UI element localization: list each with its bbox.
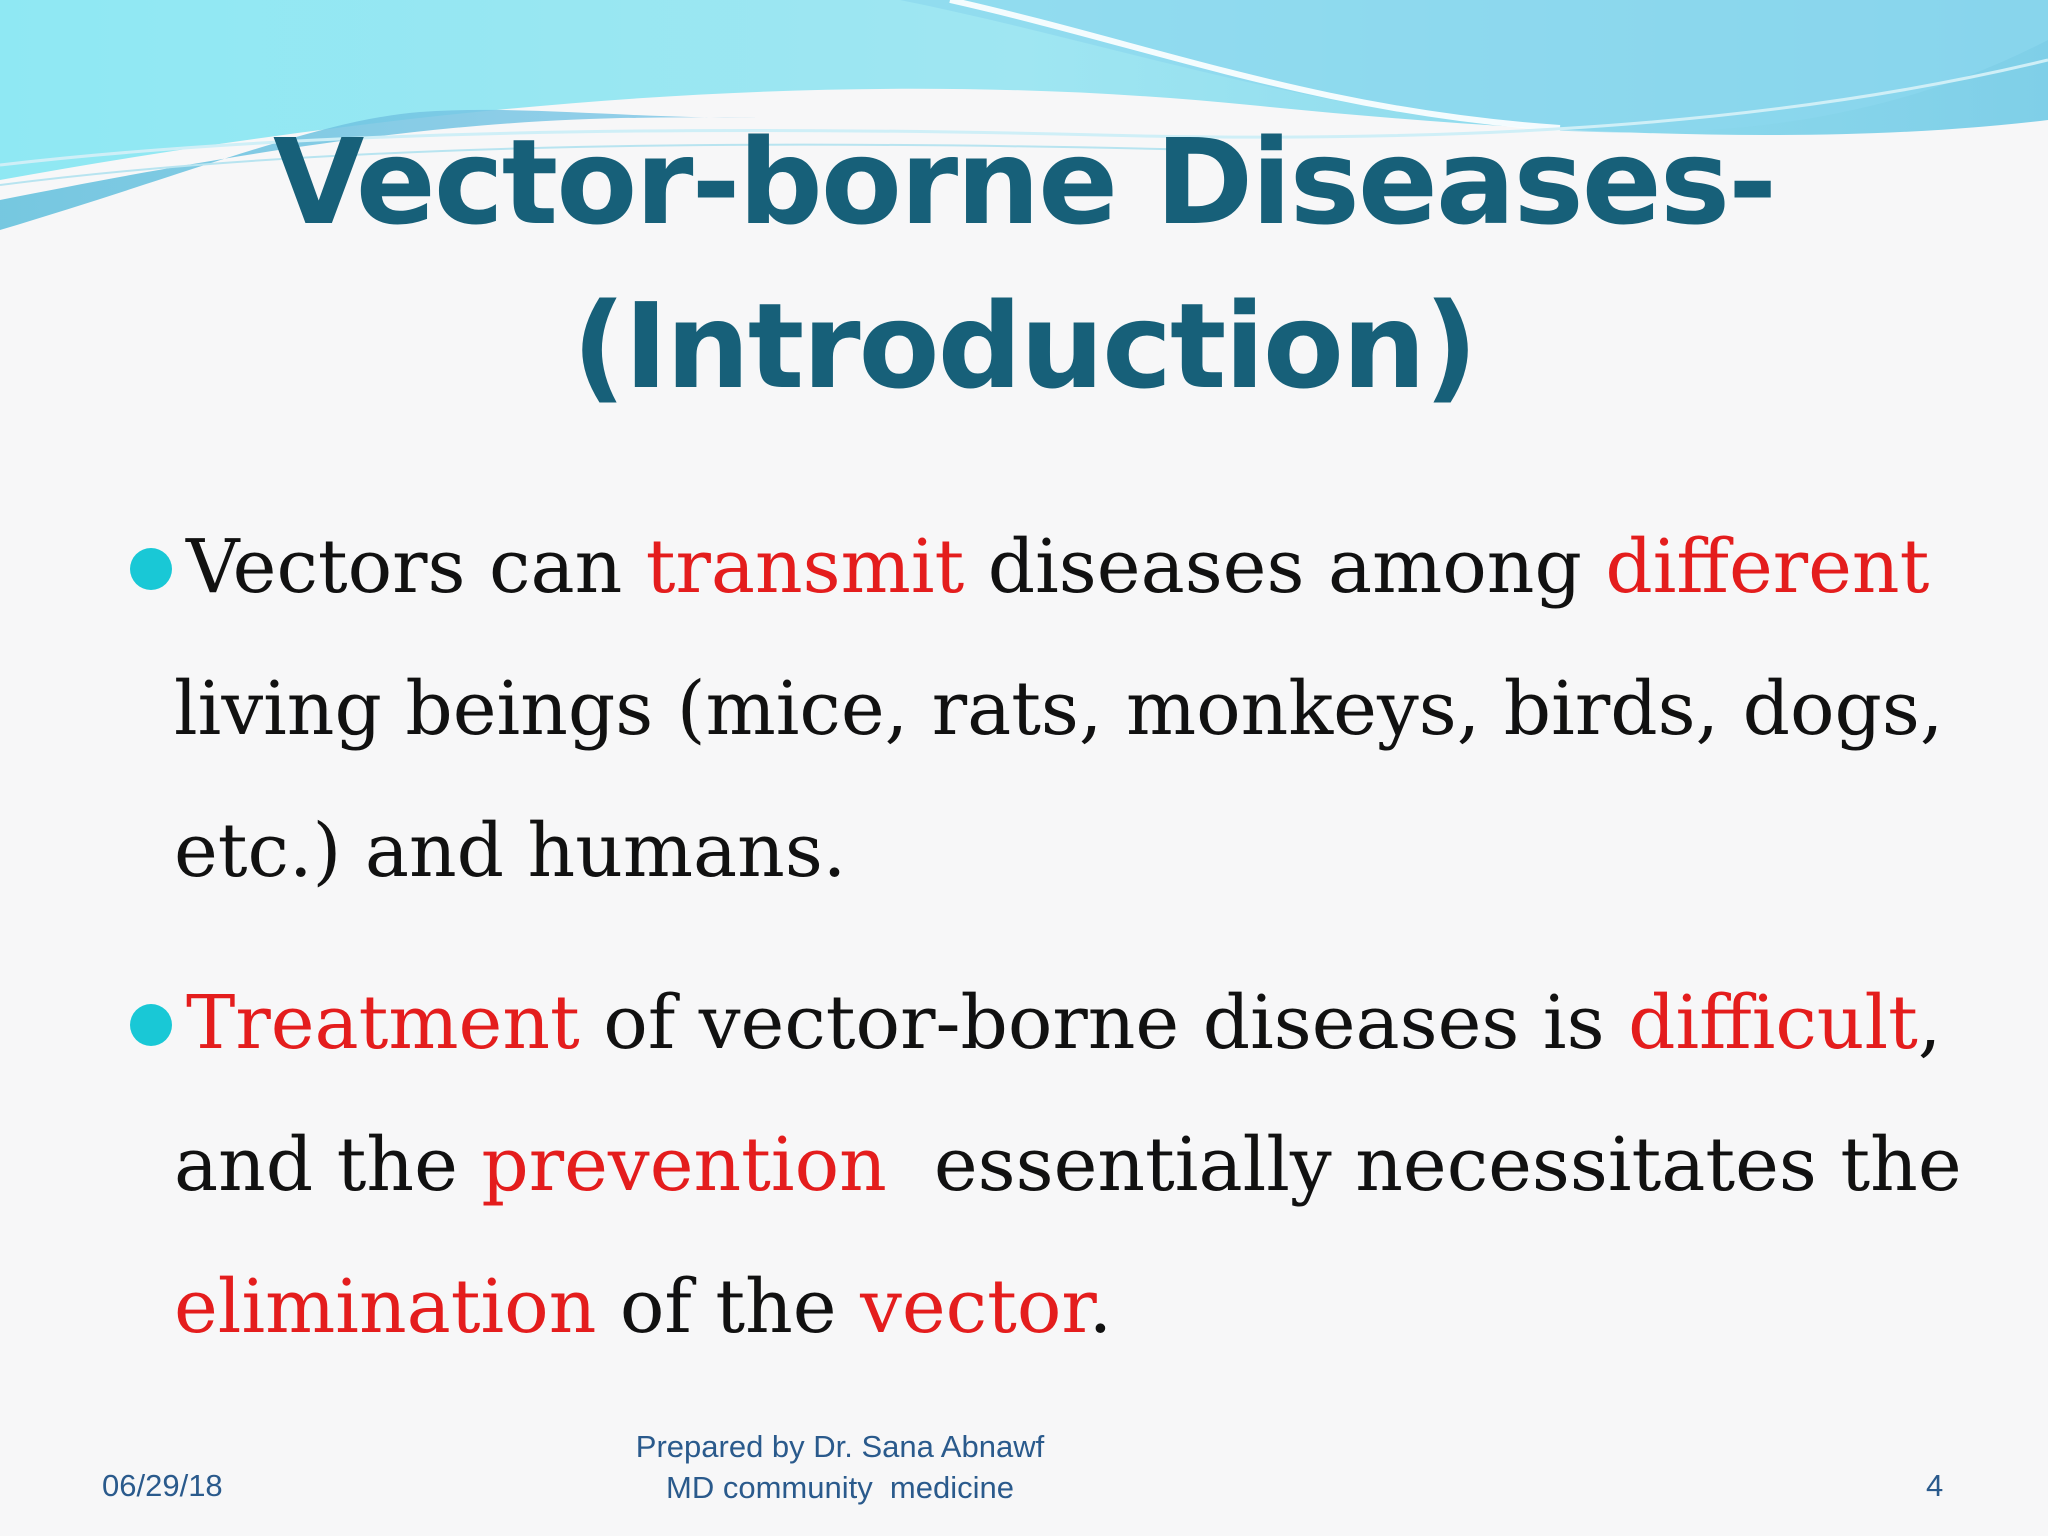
highlight-text: elimination <box>174 1264 597 1350</box>
slide-title <box>0 100 2048 428</box>
text: Vectors can <box>186 524 646 610</box>
bullet-1-line-1 <box>186 496 1930 638</box>
bullet-dot-icon <box>130 548 172 590</box>
text: , <box>1917 980 1942 1066</box>
footer-prepared-by: Prepared by Dr. Sana Abnawf <box>635 1429 1045 1464</box>
bullet-dot-icon <box>130 1004 172 1046</box>
highlight-text: Treatment <box>186 980 580 1066</box>
bullet-2-line-1 <box>186 952 1942 1094</box>
bullet-item-2 <box>130 952 1962 1378</box>
text: essentially necessitates the <box>886 1122 1962 1208</box>
text: of the <box>596 1264 861 1350</box>
bullet-item-1 <box>130 496 1944 922</box>
bullet-2-line-2 <box>174 1094 1962 1236</box>
bullet-list <box>130 496 1962 1408</box>
highlight-text: prevention <box>481 1122 887 1208</box>
text: diseases among <box>964 524 1606 610</box>
text: of vector-borne diseases is <box>579 980 1629 1066</box>
footer-author <box>560 1426 1120 1508</box>
highlight-text: transmit <box>645 524 965 610</box>
page-number: 4 <box>1926 1468 1944 1503</box>
highlight-text: different <box>1605 524 1930 610</box>
bullet-1-line-3: etc.) and humans. <box>174 808 847 894</box>
bullet-2-line-3 <box>174 1236 1910 1378</box>
highlight-text: difficult <box>1628 980 1918 1066</box>
footer-credentials: MD community medicine <box>666 1470 1014 1505</box>
text: and the <box>174 1122 482 1208</box>
title-line-2: (Introduction) <box>572 277 1476 415</box>
footer-date: 06/29/18 <box>102 1468 223 1503</box>
title-line-1: Vector-borne Diseases- <box>272 113 1776 251</box>
highlight-text: vector <box>860 1264 1089 1350</box>
text: . <box>1088 1264 1113 1350</box>
bullet-1-line-2: living beings (mice, rats, monkeys, birds, dogs, <box>174 666 1944 752</box>
